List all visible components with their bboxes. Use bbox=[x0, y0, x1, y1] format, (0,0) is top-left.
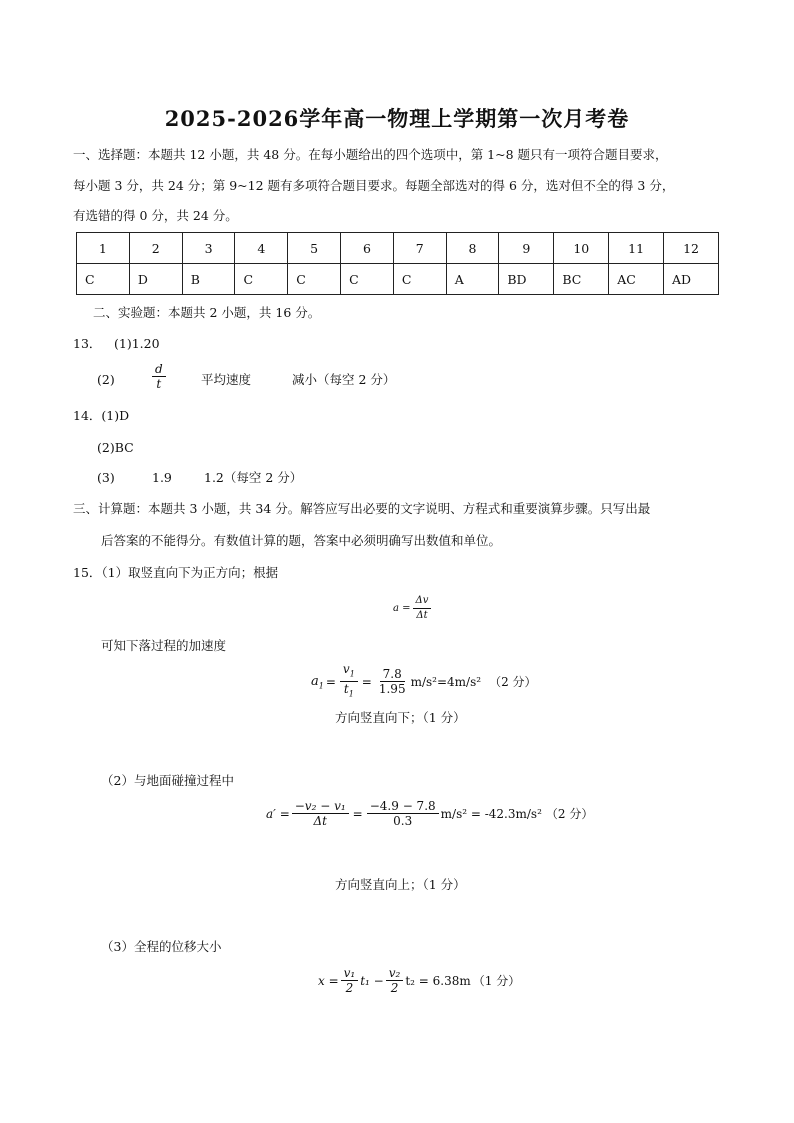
answer-cell: B bbox=[182, 264, 235, 295]
q14-part2: (2)BC bbox=[97, 440, 134, 455]
eq2-num2: −4.9 − 7.8 bbox=[367, 799, 439, 814]
q14-part3-label: (3) bbox=[97, 470, 115, 485]
question-number-cell: 9 bbox=[499, 233, 554, 264]
answer-cell: AC bbox=[609, 264, 664, 295]
section1-line3: 有选错的得 0 分，共 24 分。 bbox=[73, 208, 238, 223]
q15-accel-text: 可知下落过程的加速度 bbox=[101, 638, 227, 653]
q15-eq1: $a_1$ = $\frac{v_1}{t_1}$ = $\frac{7.8}{1.95}$ m/s²=4m/s² （2 分） bbox=[311, 662, 537, 699]
q15-part3-text: （3）全程的位移大小 bbox=[101, 939, 222, 954]
question-number-cell: 8 bbox=[446, 233, 499, 264]
eq1-lhs: a bbox=[311, 673, 319, 689]
eq1-lhs-sub: 1 bbox=[318, 681, 324, 691]
eq3-score: （1 分） bbox=[472, 974, 521, 988]
answer-cell: A bbox=[446, 264, 499, 295]
q15-eq3 bbox=[318, 966, 520, 995]
eq1-num2: 7.8 bbox=[380, 667, 405, 682]
formula-lhs: a = bbox=[393, 603, 411, 614]
eq1-score: （2 分） bbox=[489, 675, 537, 690]
eq3-den2: 2 bbox=[390, 981, 399, 995]
question-number-cell: 11 bbox=[609, 233, 664, 264]
section3-line1: 三、计算题：本题共 3 小题，共 34 分。解答应写出必要的文字说明、方程式和重要演算步骤。只写出最 bbox=[73, 501, 651, 516]
question-number-cell: 2 bbox=[129, 233, 182, 264]
eq1-den2: 1.95 bbox=[378, 682, 406, 697]
eq1-num1-sub: 1 bbox=[349, 669, 355, 679]
q14-value1: 1.9 bbox=[152, 470, 172, 485]
section3-line2: 后答案的不能得分。有数值计算的题，答案中必须明确写出数值和单位。 bbox=[101, 533, 502, 548]
answer-cell: BD bbox=[499, 264, 554, 295]
eq2-num1: −v₂ − v₁ bbox=[292, 799, 349, 814]
eq2-den2: 0.3 bbox=[393, 814, 413, 828]
q13-part1: (1)1.20 bbox=[114, 336, 160, 351]
formula-num: Δv bbox=[413, 594, 432, 609]
eq2-lhs: a′ = bbox=[266, 806, 290, 821]
q13-avg-speed: 平均速度 bbox=[201, 372, 252, 387]
eq2-den1: Δt bbox=[313, 814, 327, 828]
q13-label: 13． bbox=[73, 336, 102, 351]
eq1-result: m/s²=4m/s² bbox=[410, 674, 482, 689]
q13-part2-label: (2) bbox=[97, 372, 115, 387]
answer-cell: C bbox=[288, 264, 341, 295]
eq3-t1: t₁ − bbox=[360, 973, 384, 988]
q15-eq2: a′ = $\frac{\text{−v₂ − v₁}}{\Delta t}$ = $\frac{-4.9 - 7.8}{0.3}$ m/s² = -42.3m/s² （2 分） bbox=[266, 799, 594, 828]
answer-cell: C bbox=[77, 264, 130, 295]
answer-cell: D bbox=[129, 264, 182, 295]
q15-part2-text: （2）与地面碰撞过程中 bbox=[101, 773, 234, 788]
answer-cell: C bbox=[235, 264, 288, 295]
answer-cell: C bbox=[341, 264, 394, 295]
eq2-score: （2 分） bbox=[545, 807, 594, 821]
q13-fraction bbox=[150, 362, 168, 391]
eq3-result: t₂ = 6.38m bbox=[405, 973, 471, 988]
eq3-den1: 2 bbox=[345, 981, 354, 995]
eq2-result: m/s² = -42.3m/s² bbox=[440, 806, 542, 821]
q13-frac-den: t bbox=[156, 377, 162, 391]
question-number-cell: 12 bbox=[664, 233, 719, 264]
section2-heading: 二、实验题：本题共 2 小题，共 16 分。 bbox=[93, 305, 321, 320]
eq1-den1: t bbox=[343, 682, 349, 697]
q13-decrease: 减小（每空 2 分） bbox=[292, 372, 396, 387]
answer-table-value-row bbox=[77, 264, 719, 295]
eq3-lhs: x = bbox=[318, 973, 339, 988]
question-number-cell: 4 bbox=[235, 233, 288, 264]
question-number-cell: 3 bbox=[182, 233, 235, 264]
answer-cell: AD bbox=[664, 264, 719, 295]
section1-line1: 一、选择题：本题共 12 小题，共 48 分。在每小题给出的四个选项中，第 1~8 题只有一项符合题目要求， bbox=[73, 147, 668, 162]
answer-table-header-row bbox=[77, 233, 719, 264]
question-number-cell: 5 bbox=[288, 233, 341, 264]
eq1-num1: v bbox=[342, 662, 350, 676]
q14-part1: 14．(1)D bbox=[73, 408, 130, 423]
question-number-cell: 1 bbox=[77, 233, 130, 264]
page-title: 2025-2026学年高一物理上学期第一次月考卷 bbox=[164, 106, 630, 131]
eq1-den1-sub: 1 bbox=[348, 689, 354, 699]
q15-direction1: 方向竖直向下；（1 分） bbox=[335, 710, 466, 725]
q15-direction2: 方向竖直向上；（1 分） bbox=[335, 877, 466, 892]
question-number-cell: 10 bbox=[554, 233, 609, 264]
question-number-cell: 6 bbox=[341, 233, 394, 264]
q13-frac-num: d bbox=[152, 362, 166, 377]
q15-part1-text: 15．（1）取竖直向下为正方向；根据 bbox=[73, 565, 279, 580]
eq3-num2: v₂ bbox=[386, 966, 404, 981]
eq3-num1: v₁ bbox=[341, 966, 359, 981]
section1-line2: 每小题 3 分，共 24 分；第 9~12 题有多项符合题目要求。每题全部选对的得 6 分，选对但不全的得 3 分， bbox=[73, 178, 675, 193]
answer-cell: C bbox=[393, 264, 446, 295]
answer-cell: BC bbox=[554, 264, 609, 295]
q14-value2: 1.2（每空 2 分） bbox=[204, 470, 303, 485]
accel-definition-formula bbox=[393, 594, 433, 623]
question-number-cell: 7 bbox=[393, 233, 446, 264]
formula-den: Δt bbox=[416, 610, 428, 621]
answer-table bbox=[76, 232, 719, 295]
